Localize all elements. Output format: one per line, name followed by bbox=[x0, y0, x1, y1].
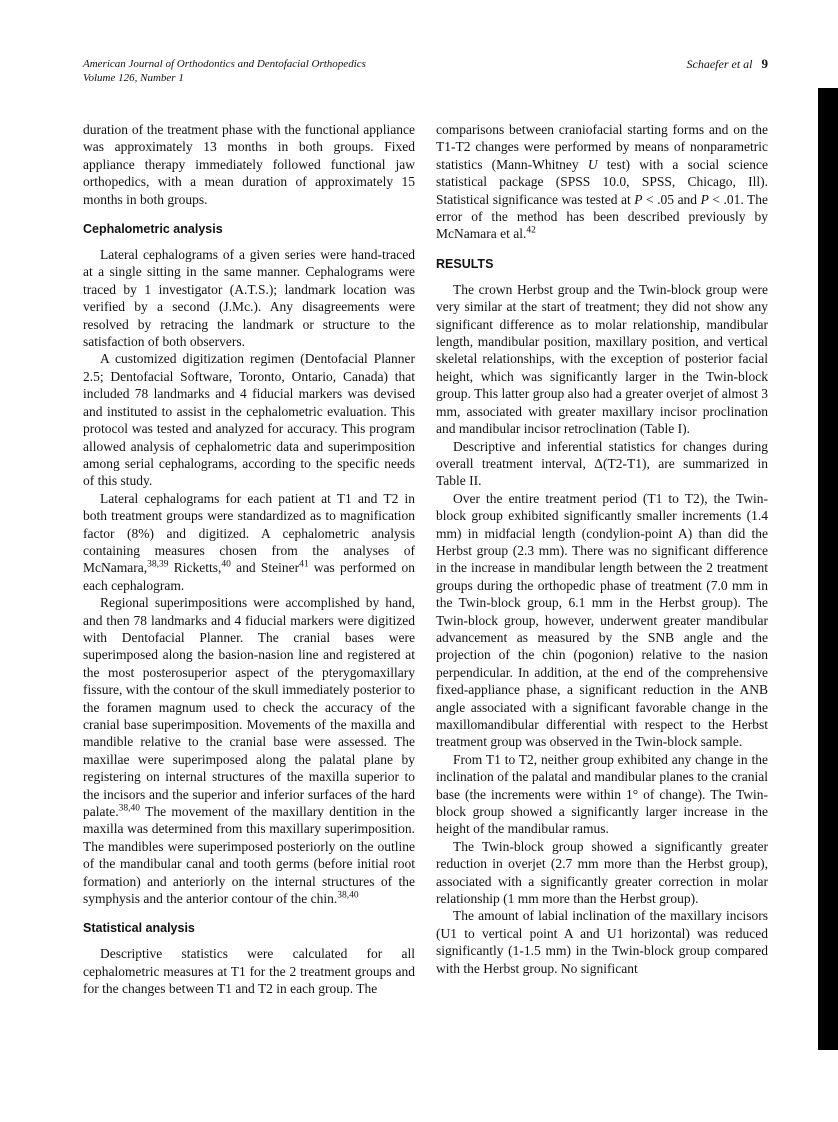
paragraph: From T1 to T2, neither group exhibited any change in the inclination of the palatal and mandibular planes to the cranial base (the increments were within 1° of change). The Twin-block group showed a significantly larger increase in the height of the mandibular ramus. bbox=[436, 751, 768, 837]
paragraph: Regional superimpositions were accomplished by hand, and then 78 landmarks and 4 fiducial markers were digitized with Dentofacial Planner. The cranial bases were superimposed along the basion-nasion line and registered at the most posterosuperior aspect of the pterygomaxillary fissure, with the contour of the skull immediately posterior to the foramen magnum used to check the accuracy of the cranial base superimposition. Movements of the maxilla and mandible relative to the cranial base were assessed. The maxillae were superimposed along the palatal plane by registering on internal structures of the maxilla superior to the incisors and the superior and inferior surfaces of the hard palate.$^{38,40}$ The movement of the maxillary dentition in the maxilla was determined from this maxillary superimposition. The mandibles were superimposed posteriorly on the outline of the mandibular canal and tooth germs (before initial root formation) and anteriorly on the internal structures of the symphysis and the anterior contour of the chin.$^{38,40}$ bbox=[83, 595, 415, 907]
column-right bbox=[436, 121, 768, 998]
paragraph: Descriptive statistics were calculated for all cephalometric measures at T1 for the 2 treatment groups and for the changes between T1 and T2 in each group. The bbox=[83, 946, 415, 997]
paragraph: The crown Herbst group and the Twin-block group were very similar at the start of treatment; they did not show any significant difference as to molar relationship, mandibular length, mandibular position, maxillary position, and vertical skeletal relationships, with the exception of posterior facial height, which was significantly larger in the Twin-block group. This latter group also had a greater overjet of almost 3 mm, associated with greater maxillary incisor proclination and mandibular incisor retroclination (Table I). bbox=[436, 281, 768, 437]
journal-info bbox=[83, 57, 366, 85]
running-head bbox=[687, 57, 768, 71]
paragraph: Lateral cephalograms of a given series were hand-traced at a single sitting in the same manner. Cephalograms were traced by 1 investigator (A.T.S.); landmark location was verified by a second (J.Mc.). Any disagreements were resolved by retracing the landmark or structure to the satisfaction of both observers. bbox=[83, 247, 415, 350]
section-heading: Statistical analysis bbox=[83, 921, 195, 936]
journal-title: American Journal of Orthodontics and Dentofacial Orthopedics bbox=[83, 58, 366, 70]
paragraph: duration of the treatment phase with the functional appliance was approximately 13 months in both groups. Fixed appliance therapy immediately followed functional jaw orthopedics, with a mean duration of approximately 15 months in both groups. bbox=[83, 122, 415, 207]
section-heading: Cephalometric analysis bbox=[83, 222, 223, 237]
paragraph: Over the entire treatment period (T1 to T2), the Twin-block group exhibited significantly smaller increments (1.4 mm) in midfacial length (condylion-point A) than did the Herbst group (2.3 mm). There was no significant difference in the increase in mandibular length between the 2 treatment groups during the orthopedic phase of treatment (7.0 mm in the Twin-block group, 6.1 mm in the Herbst group). The Twin-block group, however, underwent greater mandibular advancement as measured by the SNB angle and the projection of the chin (pogonion) relative to the nasion perpendicular. In addition, at the end of the comprehensive fixed-appliance phase, a significant reduction in the ANB angle associated with a significant favorable change in the maxillomandibular differential with respect to the Herbst treatment group was observed in the Twin-block sample. bbox=[436, 490, 768, 750]
page-number: 9 bbox=[761, 56, 768, 71]
paragraph: The Twin-block group showed a significantly greater reduction in overjet (2.7 mm more than the Herbst group), associated with a significantly greater correction in molar relationship (1 mm more than the Herbst group). bbox=[436, 838, 768, 907]
paragraph: A customized digitization regimen (Dentofacial Planner 2.5; Dentofacial Software, Toronto, Ontario, Canada) that included 78 landmarks and 4 fiducial markers was devised and instituted to assist in the cephalometric evaluation. This protocol was tested and analyzed for accuracy. This program allowed analysis of cephalometric data and superimposition among serial cephalograms, according to the specific needs of this study. bbox=[83, 351, 415, 489]
paragraph: Descriptive and inferential statistics for changes during overall treatment interval, Δ(T2-T1), are summarized in Table II. bbox=[436, 438, 768, 489]
journal-volume: Volume 126, Number 1 bbox=[83, 72, 184, 84]
page-header bbox=[83, 57, 768, 85]
section-heading: RESULTS bbox=[436, 256, 494, 271]
text-columns bbox=[83, 121, 768, 998]
edge-margin-bar bbox=[818, 88, 838, 1050]
paragraph: comparisons between craniofacial starting forms and on the T1-T2 changes were performed by means of nonparametric statistics (Mann-Whitney U test) with a social science statistical package (SPSS 10.0, SPSS, Chicago, Ill). Statistical significance was tested at P < .05 and P < .01. The error of the method has been described previously by McNamara et al.$^{42}$ bbox=[436, 122, 769, 242]
paragraph: Lateral cephalograms for each patient at T1 and T2 in both treatment groups were standardized as to magnification factor (8%) and digitized. A cephalometric analysis containing measures chosen from the analyses of McNamara,$^{38,39}$ Ricketts,$^{40}$ and Steiner$^{41}$ was performed on each cephalogram. bbox=[83, 490, 416, 593]
running-head-authors: Schaefer et al bbox=[686, 57, 753, 71]
paragraph: The amount of labial inclination of the maxillary incisors (U1 to vertical point A and U1 horizontal) was reduced significantly (1-1.5 mm) in the Twin-block group compared with the Herbst group. No significant bbox=[436, 908, 768, 976]
column-left bbox=[83, 121, 415, 998]
